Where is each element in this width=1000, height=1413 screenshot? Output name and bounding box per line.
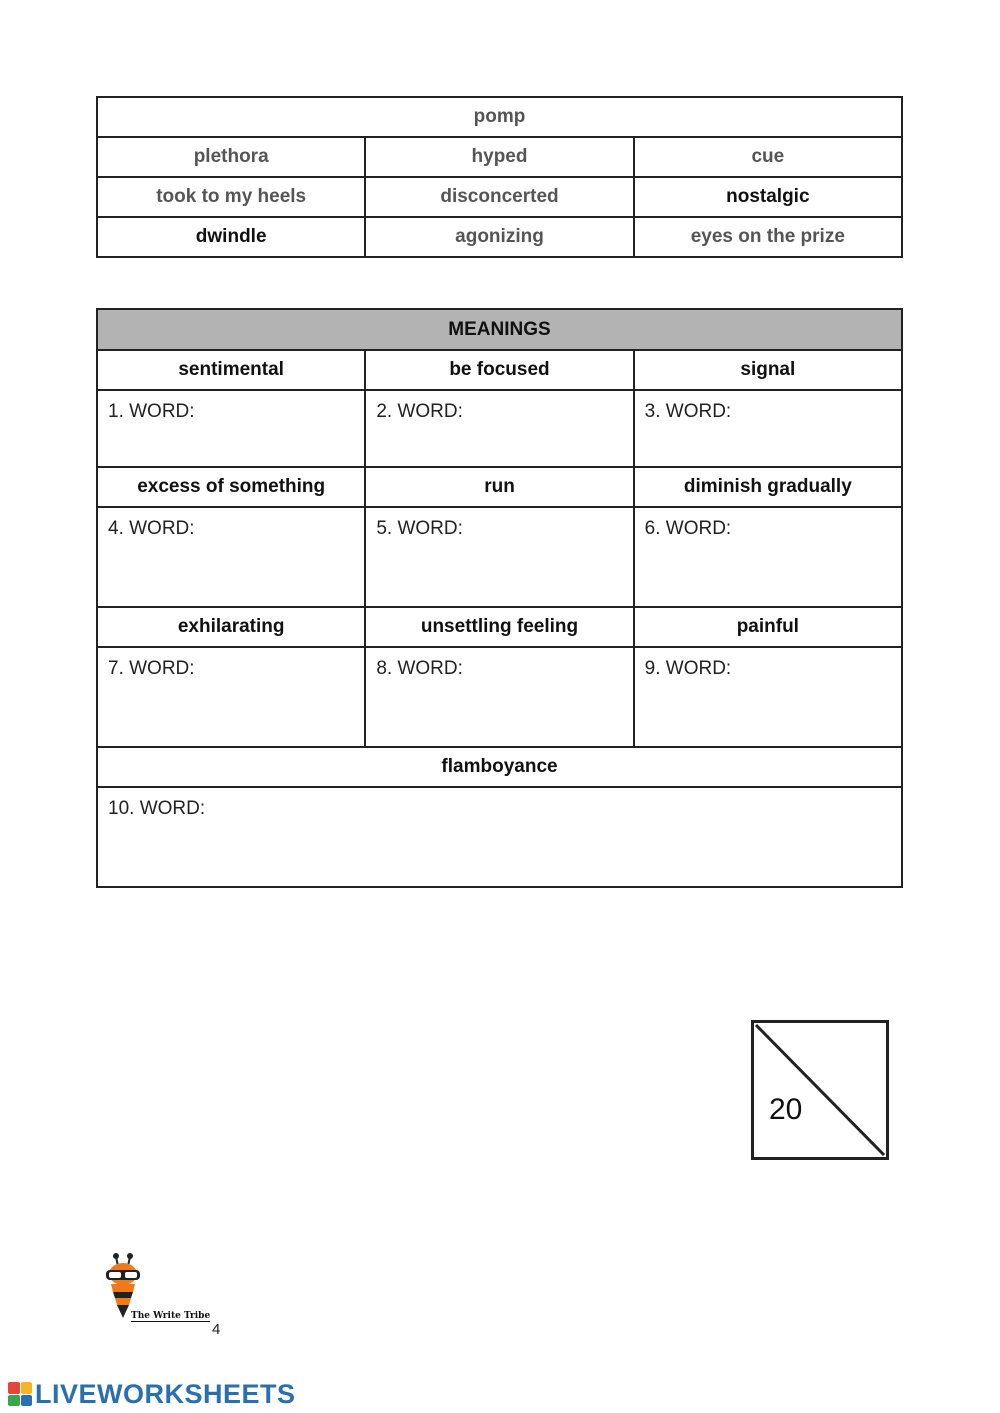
answer-field-7[interactable]: 7. WORD:	[97, 647, 365, 747]
meaning-definition: run	[365, 467, 633, 507]
answer-field-6[interactable]: 6. WORD:	[634, 507, 902, 607]
answer-field-1[interactable]: 1. WORD:	[97, 390, 365, 467]
meaning-definition: be focused	[365, 350, 633, 390]
meaning-definition: flamboyance	[97, 747, 902, 787]
meanings-title: MEANINGS	[97, 309, 902, 350]
word-bank-cell: plethora	[97, 137, 365, 177]
meanings-table	[96, 308, 903, 888]
word-bank-cell: hyped	[365, 137, 633, 177]
meaning-definition: excess of something	[97, 467, 365, 507]
answer-field-10[interactable]: 10. WORD:	[97, 787, 902, 887]
word-bank-cell: disconcerted	[365, 177, 633, 217]
word-bank-header: pomp	[97, 97, 902, 137]
answer-field-8[interactable]: 8. WORD:	[365, 647, 633, 747]
word-bank-cell: agonizing	[365, 217, 633, 257]
liveworksheets-brand[interactable]	[8, 1378, 296, 1410]
word-bank-table	[96, 96, 903, 258]
brand-blocks-icon	[8, 1382, 32, 1406]
word-bank-cell: took to my heels	[97, 177, 365, 217]
score-diagonal	[754, 1023, 886, 1157]
meaning-definition: unsettling feeling	[365, 607, 633, 647]
score-total: 20	[769, 1093, 803, 1126]
word-bank-cell: nostalgic	[634, 177, 902, 217]
word-bank-cell: cue	[634, 137, 902, 177]
word-bank-cell: dwindle	[97, 217, 365, 257]
meaning-definition: signal	[634, 350, 902, 390]
brand-name: LIVEWORKSHEETS	[35, 1378, 296, 1409]
meaning-definition: sentimental	[97, 350, 365, 390]
word-bank-cell: eyes on the prize	[634, 217, 902, 257]
score-box	[751, 1020, 889, 1160]
answer-field-2[interactable]: 2. WORD:	[365, 390, 633, 467]
page-number: 4	[212, 1321, 221, 1338]
meaning-definition: diminish gradually	[634, 467, 902, 507]
answer-field-9[interactable]: 9. WORD:	[634, 647, 902, 747]
answer-field-5[interactable]: 5. WORD:	[365, 507, 633, 607]
answer-field-4[interactable]: 4. WORD:	[97, 507, 365, 607]
logo-text: The Write Tribe	[131, 1311, 211, 1321]
meaning-definition: painful	[634, 607, 902, 647]
meaning-definition: exhilarating	[97, 607, 365, 647]
answer-field-3[interactable]: 3. WORD:	[634, 390, 902, 467]
